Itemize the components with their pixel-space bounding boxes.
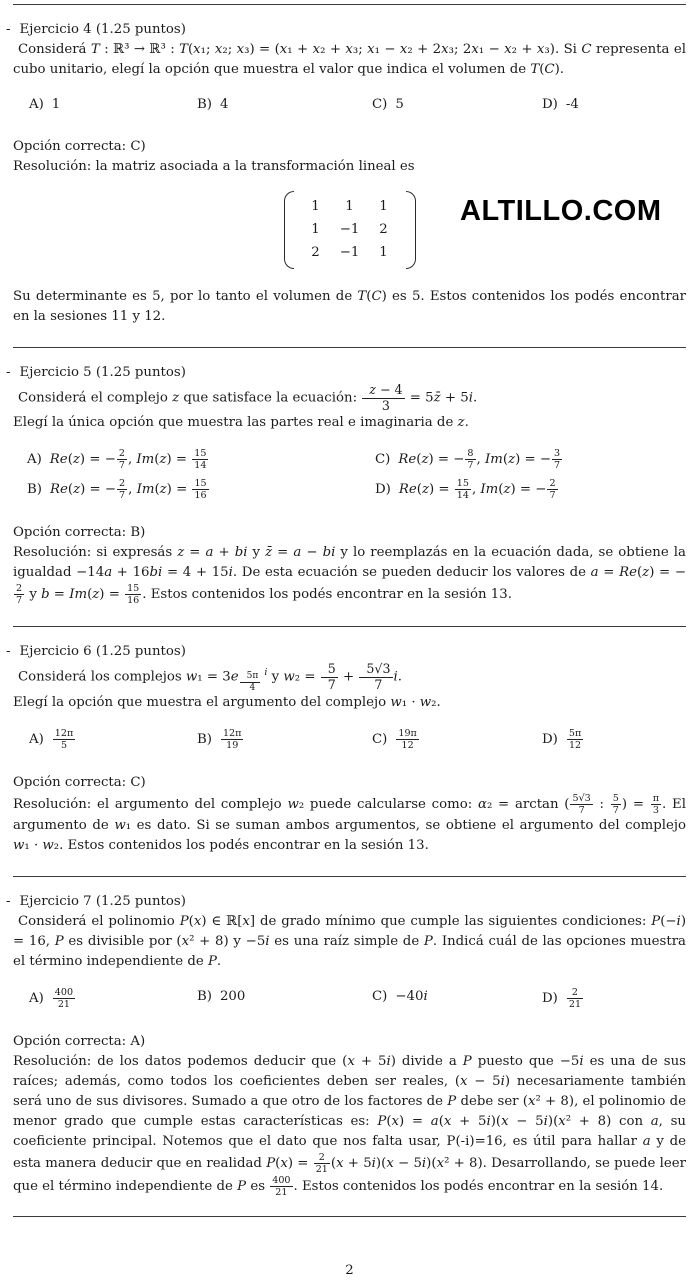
option-d-value: $\frac{5\pi}{12}$	[568, 728, 582, 752]
option-c-value: 5	[395, 97, 404, 112]
exercise-5-options	[13, 448, 686, 501]
option-b: B) 200	[197, 989, 246, 1005]
exercise-6-prompt: Elegí la opción que muestra el argumento del complejo w₁ · w₂.	[13, 695, 441, 711]
option-c: C) −40i	[372, 989, 428, 1005]
exercise-4	[6, 20, 686, 327]
exercise-6-options	[13, 728, 686, 751]
correct-option-label: Opción correcta: C)	[13, 139, 146, 154]
exercise-4-heading	[6, 20, 686, 40]
option-b-value: 4	[219, 97, 229, 112]
option-a-value: 1	[51, 97, 61, 112]
matrix-left-paren	[284, 191, 294, 269]
exercise-5-prompt: Elegí la única opción que muestra las partes real e imaginaria de z.	[13, 415, 469, 431]
resolution-end: Su determinante es 5, por lo tanto el volumen de T(C) es 5. Estos contenidos los podés encontrar en la sesiones 11 y 12.	[13, 289, 686, 324]
correct-option-label: Opción correcta: C)	[13, 775, 146, 791]
exercise-6-title: Ejercicio 6 (1.25 puntos)	[19, 644, 186, 660]
option-a: A) $\frac{400}{21}$	[29, 987, 197, 1010]
exercise-4-options	[13, 95, 686, 115]
option-d-value: $\frac{2}{21}$	[568, 987, 582, 1011]
exercise-7	[6, 892, 687, 1199]
list-dash: -	[6, 365, 11, 380]
exercise-7-statement: Considerá el polinomio P(x) ∈ ℝ[x] de grado mínimo que cumple las siguientes condiciones: P(−i) = 16, P es divisible por (x² + 8) y −5i es una raíz simple de P. Indicá cuál de las opciones muestra el término independiente de P.	[13, 914, 687, 970]
option-c-value: −40i	[395, 989, 428, 1005]
page-number: 2	[345, 1263, 354, 1279]
option-d: D) $\frac{2}{21}$	[542, 987, 686, 1010]
option-b-value: 200	[219, 989, 246, 1005]
option-b: B) 4	[197, 97, 229, 112]
option-c: C) Re(z) = − $\frac{8}{7}$ , Im(z) = − $\frac{3}{7}$	[375, 448, 686, 471]
option-d: D) -4	[542, 97, 579, 112]
resolution-text: Resolución: de los datos podemos deducir que (x + 5i) divide a P puesto que −5i es una de sus raíces; además, como todos los coeficientes deben ser reales, (x − 5i) necesariamente también será uno de sus divisores. Sumado a que otro de los factores de P debe ser (x² + 8), el polinomio de menor grado que cumple estas características es: P(x) = a(x + 5i)(x − 5i)(x² + 8) con a, su coeficiente principal. Notemos que el dato que nos falta usar, P(-i)=16, es útil para hallar a y de esta manera deducir que en realidad P(x) = $\frac{2}{21}$ (x + 5i)(x − 5i)(x² + 8). Desarrollando, se puede leer que el término independiente de P es $\frac{400}{21}$ . Estos contenidos los podés encontrar en la sesión 14.	[13, 1054, 687, 1199]
option-b-value: Re(z) = − $\frac{2}{7}$ , Im(z) = $\frac{15}{16}$	[49, 478, 207, 502]
resolution-intro: Resolución: la matriz asociada a la transformación lineal es	[13, 159, 415, 174]
exercise-4-statement: Considerá T : ℝ³ → ℝ³ : T(x₁; x₂; x₃) = (x₁ + x₂ + x₃; x₁ − x₂ + 2x₃; 2x₁ − x₂ + x₃). Si C representa el cubo unitario, elegí la opción que muestra el valor que indica el volumen de T(C).	[13, 42, 686, 77]
section-divider	[13, 4, 686, 5]
transformation-matrix	[284, 191, 416, 269]
option-c: C) $\frac{19\pi}{12}$	[372, 728, 542, 751]
correct-option-label: Opción correcta: B)	[13, 525, 146, 541]
resolution-text: Resolución: el argumento del complejo w₂ puede calcularse como: α₂ = arctan ( $\frac{5√3}{7}$ : $\frac{5}{7}$ ) = $\frac{\pi}{3}$ . El argumento de w₁ es dato. Si se suman ambos argumentos, se obtiene el argumento del complejo w₁ · w₂. Estos contenidos los podés encontrar en la sesión 13.	[13, 793, 686, 854]
exercise-5-heading	[6, 363, 686, 383]
section-divider	[13, 1216, 686, 1217]
exercise-5-title: Ejercicio 5 (1.25 puntos)	[19, 365, 186, 380]
section-divider	[13, 626, 686, 627]
matrix-cell: 1	[379, 245, 388, 260]
matrix-cell: 1	[311, 222, 320, 237]
option-b: B) $\frac{12\pi}{19}$	[197, 728, 372, 751]
option-d: D) Re(z) = $\frac{15}{14}$ , Im(z) = − $\frac{2}{7}$	[375, 478, 686, 501]
list-dash: -	[6, 894, 11, 910]
matrix-cell: 2	[311, 245, 320, 260]
matrix-right-paren	[406, 191, 416, 269]
exercise-5	[6, 363, 686, 607]
exercise-7-options	[13, 987, 686, 1010]
exercise-6-heading	[6, 642, 686, 662]
option-a: A) 1	[29, 97, 61, 112]
matrix-cell: 1	[311, 199, 320, 214]
exercise-5-statement: Considerá el complejo z que satisface la ecuación: $\frac{z - 4}{3}$ = 5z̄ + 5i.	[18, 382, 478, 413]
matrix-cell: −1	[339, 245, 360, 260]
correct-option-label: Opción correcta: A)	[13, 1034, 146, 1050]
option-b: B) Re(z) = − $\frac{2}{7}$ , Im(z) = $\frac{15}{16}$	[27, 478, 375, 501]
option-a-value: $\frac{12\pi}{5}$	[54, 728, 74, 752]
section-divider	[13, 347, 686, 348]
option-b-value: $\frac{12\pi}{19}$	[222, 728, 242, 752]
option-a-value: $\frac{400}{21}$	[54, 987, 74, 1011]
matrix-cell: 1	[345, 199, 354, 214]
resolution-text: Resolución: si expresás z = a + bi y z̄ = a − bi y lo reemplazás en la ecuación dada, se obtiene la igualdad −14a + 16bi = 4 + 15i. De esta ecuación se pueden deducir los valores de a = Re(z) = − $\frac{2}{7}$ y b = Im(z) = $\frac{15}{16}$ . Estos contenidos los podés encontrar en la sesión 13.	[13, 545, 686, 607]
matrix-cell: 1	[379, 199, 388, 214]
option-a: A) $\frac{12\pi}{5}$	[29, 728, 197, 751]
altillo-watermark: ALTILLO.COM	[460, 195, 662, 227]
option-a-value: Re(z) = − $\frac{2}{7}$ , Im(z) = $\frac{15}{14}$	[49, 448, 207, 472]
exercise-6	[6, 642, 686, 856]
option-c-value: $\frac{19\pi}{12}$	[398, 728, 417, 752]
list-dash: -	[6, 644, 11, 660]
matrix-cell: 2	[379, 222, 388, 237]
exercise-4-title: Ejercicio 4 (1.25 puntos)	[19, 22, 186, 37]
matrix-cell: −1	[339, 222, 360, 237]
exercise-7-title: Ejercicio 7 (1.25 puntos)	[19, 894, 186, 910]
exercise-6-statement: Considerá los complejos w₁ = 3e $^{\frac{5\pi}{4} i}$ y w₂ = $\frac{5}{7}$ + $\frac{5√3}{7}$ i.	[18, 661, 402, 693]
option-a: A) Re(z) = − $\frac{2}{7}$ , Im(z) = $\frac{15}{14}$	[27, 448, 375, 471]
option-c-value: Re(z) = − $\frac{8}{7}$ , Im(z) = − $\frac{3}{7}$	[398, 448, 561, 472]
list-dash: -	[6, 22, 11, 37]
section-divider	[13, 876, 686, 877]
option-d-value: -4	[565, 97, 579, 112]
exercise-7-heading	[6, 892, 686, 912]
option-d: D) $\frac{5\pi}{12}$	[542, 728, 686, 751]
option-d-value: Re(z) = $\frac{15}{14}$ , Im(z) = − $\frac{2}{7}$	[398, 478, 556, 502]
matrix-display	[13, 191, 686, 275]
option-c: C) 5	[372, 97, 404, 112]
